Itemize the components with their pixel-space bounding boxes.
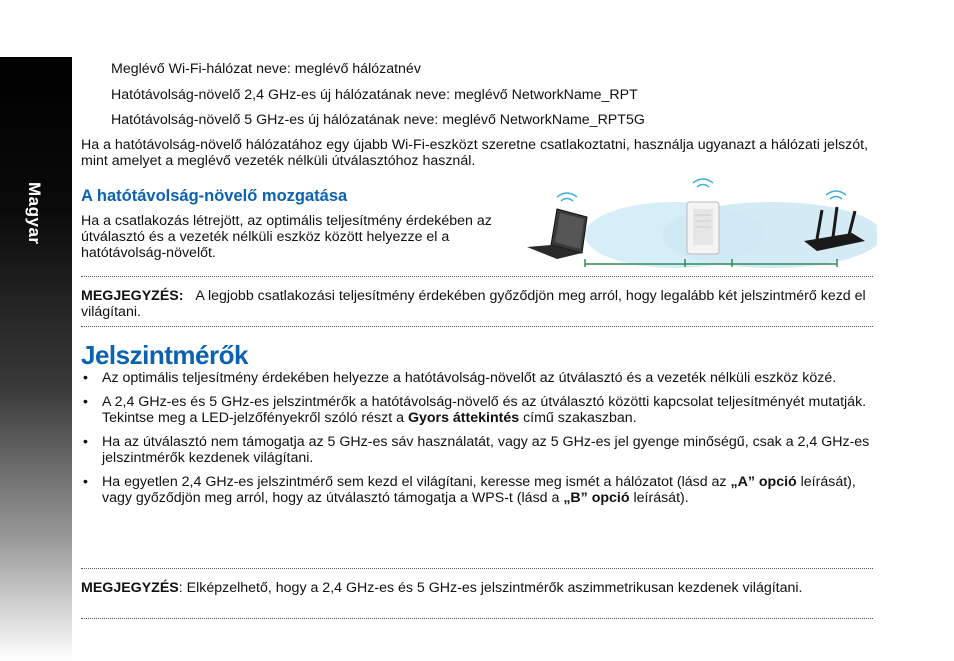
list-item: • Ha az útválasztó nem támogatja az 5 GHz-es sáv használatát, vagy az 5 GHz-es jel gyenge minőségű, csak a 2,4 GHz-es jelszintmérők kezdenek világítani.: [81, 434, 881, 466]
rpt-24ghz-line: Hatótávolság-növelő 2,4 GHz-es új hálózatának neve: meglévő NetworkName_RPT: [111, 87, 638, 103]
placement-illustration: [527, 175, 877, 270]
divider-2: [81, 326, 873, 327]
note-2-text: : Elképzelhető, hogy a 2,4 GHz-es és 5 GHz-es jelszintmérők aszimmetrikusan kezdenek világítani.: [178, 580, 803, 596]
signal-bullet-list: [81, 370, 881, 514]
divider-1: [81, 276, 873, 277]
note-1: [81, 288, 881, 320]
moving-heading: A hatótávolság-növelő mozgatása: [81, 187, 348, 205]
rpt-5ghz-line: Hatótávolság-növelő 5 GHz-es új hálózatának neve: meglévő NetworkName_RPT5G: [111, 112, 645, 128]
list-item: • Ha egyetlen 2,4 GHz-es jelszintmérő sem kezd el világítani, keresse meg ismét a hálózatot (lásd az „A” opció leírását), vagy győződjön meg arról, hogy az útválasztó támogatja a WPS-t (lásd a „B” opció leírását).: [81, 474, 881, 506]
existing-network-line: Meglévő Wi-Fi-hálózat neve: meglévő hálózatnév: [111, 61, 421, 77]
divider-4: [81, 618, 873, 619]
range-extender-icon: [687, 202, 719, 254]
moving-text: Ha a csatlakozás létrejött, az optimális teljesítmény érdekében az útválasztó és a vezeték nélküli eszköz között helyezze el a hatótávolság-növelőt.: [81, 213, 492, 261]
divider-3: [81, 568, 873, 569]
note-1-label: MEGJEGYZÉS:: [81, 288, 184, 304]
list-item: • Az optimális teljesítmény érdekében helyezze a hatótávolság-növelőt az útválasztó és a vezeték nélküli eszköz közé.: [81, 370, 881, 386]
signal-heading: Jelszintmérők: [81, 340, 248, 370]
note-2: [81, 580, 881, 596]
wifi-signal-icon: [557, 179, 846, 201]
language-label: Magyar: [25, 182, 44, 245]
note-2-label: MEGJEGYZÉS: [81, 580, 179, 596]
list-item: • A 2,4 GHz-es és 5 GHz-es jelszintmérők a hatótávolság-növelő és az útválasztó közötti kapcsolat teljesítményét mutatják. Tekintse meg a LED-jelzőfényekről szóló részt a Gyors áttekintés című szakaszban.: [81, 394, 881, 426]
note-1-text: A legjobb csatlakozási teljesítmény érdekében győződjön meg arról, hogy legalább két jelszintmérő kezd el világítani.: [81, 288, 866, 320]
intro-paragraph: Ha a hatótávolság-növelő hálózatához egy újabb Wi-Fi-eszközt szeretne csatlakoztatni, használja ugyanazt a hálózati jelszót, mint amelyet a meglévő vezeték nélküli útválasztóhoz használ.: [81, 137, 869, 169]
language-side-tab: [0, 57, 72, 661]
laptop-icon: [527, 209, 587, 259]
